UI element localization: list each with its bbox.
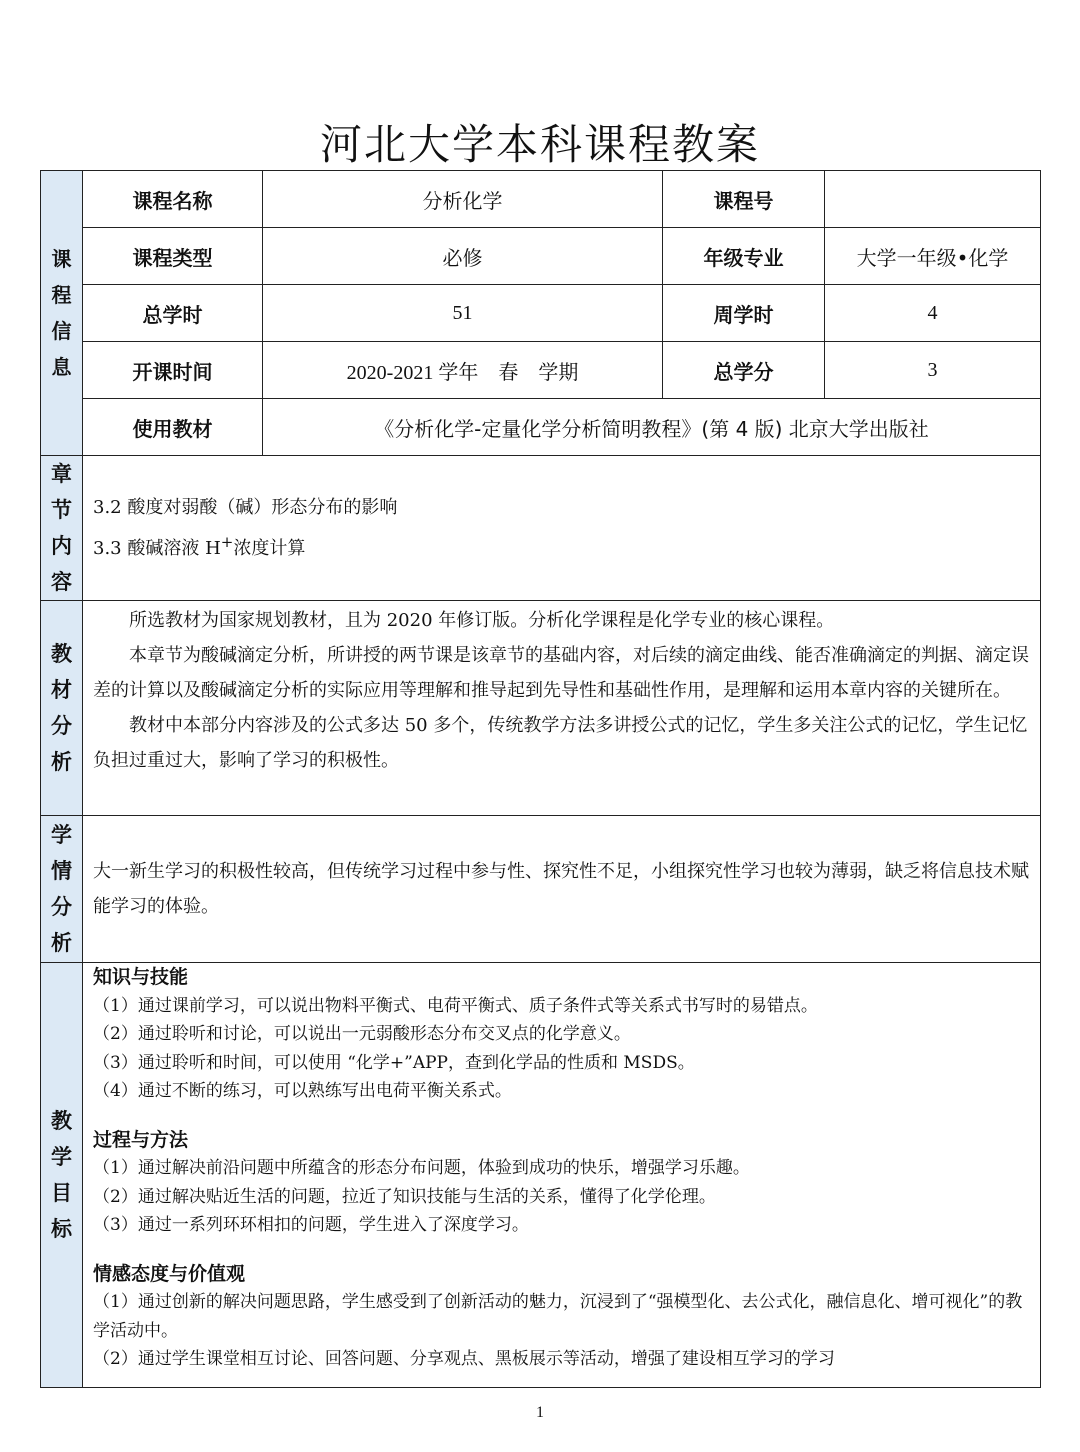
- total-credits-label: 总学分: [663, 342, 825, 399]
- emotion-title: 情感态度与价值观: [93, 1262, 246, 1285]
- knowledge-item-2: （2）通过聆听和讨论，可以说出一元弱酸形态分布交叉点的化学意义。: [93, 1024, 631, 1044]
- chapter-row: [41, 456, 1041, 601]
- total-hours-label: 总学时: [83, 285, 263, 342]
- section-label-textbook-analysis: 教 材 分 析: [41, 601, 83, 816]
- objectives-content: [83, 963, 1041, 1388]
- grade-major-label: 年级专业: [663, 228, 825, 285]
- weekly-hours-label: 周学时: [663, 285, 825, 342]
- knowledge-title: 知识与技能: [93, 966, 189, 988]
- info-row-start-time: [41, 342, 1041, 399]
- textbook-analysis-p3: 教材中本部分内容涉及的公式多达 50 多个，传统教学方法多讲授公式的记忆，学生多关注公式的记忆，学生记忆负担过重过大，影响了学习的积极性。: [93, 715, 1028, 771]
- chapter-line-1: 3.2 酸度对弱酸（碱）形态分布的影响: [93, 497, 398, 518]
- section-label-chapter: 章 节 内 容: [41, 456, 83, 601]
- emotion-item-1: （1）通过创新的解决问题思路，学生感受到了创新活动的魅力，沉浸到了“强模型化、去公式化，融信息化、增可视化”的教学活动中。: [93, 1292, 1023, 1341]
- student-analysis-text: 大一新生学习的积极性较高，但传统学习过程中参与性、探究性不足，小组探究性学习也较为薄弱，缺乏将信息技术赋能学习的体验。: [93, 861, 1029, 917]
- process-item-2: （2）通过解决贴近生活的问题，拉近了知识技能与生活的关系，懂得了化学伦理。: [93, 1186, 716, 1207]
- lesson-plan-table: [40, 170, 1041, 1388]
- start-time-label: 开课时间: [83, 342, 263, 399]
- course-name-label: 课程名称: [83, 171, 263, 228]
- emotion-item-2: （2）通过学生课堂相互讨论、回答问题、分享观点、黑板展示等活动，增强了建设相互学习的学习: [93, 1349, 835, 1369]
- textbook-value: 《分析化学-定量化学分析简明教程》(第 4 版) 北京大学出版社: [263, 399, 1041, 456]
- course-no-value: [825, 171, 1041, 228]
- start-time-value: 2020-2021 学年 春 学期: [263, 342, 663, 399]
- process-item-3: （3）通过一系列环环相扣的问题，学生进入了深度学习。: [93, 1215, 529, 1235]
- textbook-analysis-p2: 本章节为酸碱滴定分析，所讲授的两节课是该章节的基础内容，对后续的滴定曲线、能否准确滴定的判据、滴定误差的计算以及酸碱滴定分析的实际应用等理解和推导起到先导性和基础性作用，是理解和运用本章内容的关键所在。: [93, 645, 1029, 701]
- weekly-hours-value: 4: [825, 285, 1041, 342]
- section-label-course-info: 课 程 信 息: [41, 171, 83, 456]
- section-label-student-analysis: 学 情 分 析: [41, 816, 83, 963]
- chapter-line-2: 3.3 酸碱溶液 H+浓度计算: [93, 533, 306, 559]
- page-number: 1: [536, 1404, 544, 1421]
- knowledge-item-4: （4）通过不断的练习，可以熟练写出电荷平衡关系式。: [93, 1081, 512, 1101]
- student-analysis-row: [41, 816, 1041, 963]
- total-credits-value: 3: [825, 342, 1041, 399]
- process-item-1: （1）通过解决前沿问题中所蕴含的形态分布问题，体验到成功的快乐，增强学习乐趣。: [93, 1158, 750, 1178]
- grade-major-value: 大学一年级•化学: [825, 228, 1041, 285]
- textbook-analysis-content: [83, 601, 1041, 816]
- info-row-course-name: [41, 171, 1041, 228]
- process-title: 过程与方法: [93, 1128, 189, 1151]
- section-label-objectives: 教 学 目 标: [41, 963, 83, 1388]
- course-name-value: 分析化学: [263, 171, 663, 228]
- chapter-content: [83, 456, 1041, 601]
- knowledge-item-3: （3）通过聆听和时间，可以使用 “化学+”APP，查到化学品的性质和 MSDS。: [93, 1052, 695, 1073]
- info-row-hours: [41, 285, 1041, 342]
- knowledge-item-1: （1）通过课前学习，可以说出物料平衡式、电荷平衡式、质子条件式等关系式书写时的易错点。: [93, 995, 818, 1016]
- info-row-textbook: [41, 399, 1041, 456]
- textbook-analysis-row: [41, 601, 1041, 816]
- textbook-analysis-p1: 所选教材为国家规划教材，且为 2020 年修订版。分析化学课程是化学专业的核心课程。: [129, 610, 835, 631]
- student-analysis-content: [83, 816, 1041, 963]
- objectives-row: [41, 963, 1041, 1388]
- course-type-label: 课程类型: [83, 228, 263, 285]
- textbook-label: 使用教材: [83, 399, 263, 456]
- page-title: 河北大学本科课程教案: [319, 120, 760, 169]
- course-no-label: 课程号: [663, 171, 825, 228]
- total-hours-value: 51: [263, 285, 663, 342]
- info-row-course-type: [41, 228, 1041, 285]
- course-type-value: 必修: [263, 228, 663, 285]
